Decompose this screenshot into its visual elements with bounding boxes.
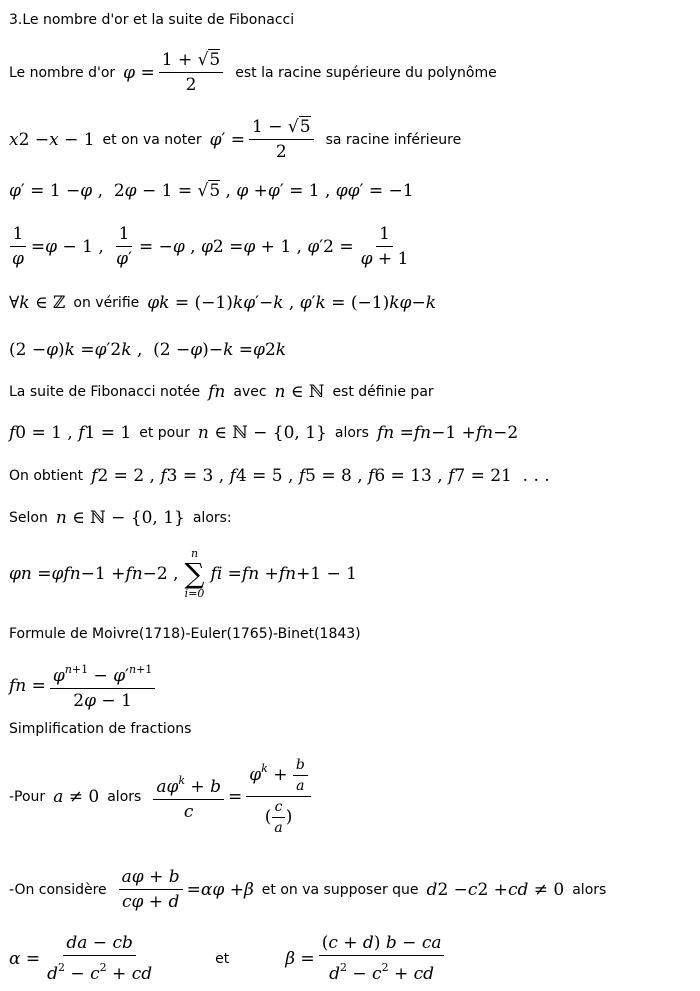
selon-label: Selon bbox=[9, 510, 48, 526]
phi-fraction: $\frac{1 + √5}{2}$ bbox=[159, 50, 224, 95]
fibo-intro-prefix: La suite de Fibonacci notée bbox=[9, 384, 201, 400]
fibo-def-mid: et pour bbox=[139, 425, 190, 441]
power-sum-line: φ n = φf n−1 + f n−2 , n ∑ i=0 f i = f n + f n+1 − 1 bbox=[9, 547, 357, 600]
summation: n ∑ i=0 bbox=[184, 547, 205, 600]
pour-line: -Pour a ≠ 0 alors $\frac{a\varphi^k + b}{c}$ = $\varphi^k$ + $\frac{b}{a}$ ( $\frac{c}{a}$ ) bbox=[9, 757, 315, 836]
selon-line: Selon n ∈ ℕ − {0, 1} alors: bbox=[9, 508, 232, 528]
section-title: 3.Le nombre d'or et la suite de Fibonacci bbox=[9, 12, 295, 28]
golden-suffix: est la racine supérieure du polynôme bbox=[235, 64, 497, 81]
consider-then: alors bbox=[572, 881, 607, 898]
obtain-label: On obtient bbox=[9, 468, 84, 484]
fibo-def-then: alors bbox=[334, 425, 369, 441]
alpha-beta-line: α = $\frac{da - cb}{d^2 - c^2 + cd}$ et β = $\frac{(c + d) b - ca}{d^2 - c^2 + cd}$ bbox=[9, 933, 448, 984]
moivre-heading: Formule de Moivre(1718)-Euler(1765)-Binet(1843) bbox=[9, 626, 361, 642]
phi-prime-fraction: $\frac{1 - √5}{2}$ bbox=[249, 117, 314, 162]
poly-suffix: sa racine inférieure bbox=[325, 131, 462, 148]
consider-prefix: -On considère bbox=[9, 881, 107, 898]
et-label: et bbox=[215, 950, 230, 967]
fibonacci-definition-line: f 0 = 1 , f 1 = 1 et pour n ∈ ℕ − {0, 1} alors f n = f n−1 + f n−2 bbox=[9, 423, 519, 443]
golden-prefix: Le nombre d'or bbox=[9, 64, 116, 81]
consider-mid: et on va supposer que bbox=[261, 881, 419, 898]
identity-line-2: $\frac{1}{\varphi}$ = φ − 1 , $\frac{1}{\varphi'}$ = − φ , φ 2 = φ + 1 , φ ′ 2 = $\frac{1}{\varphi + 1}$ bbox=[9, 224, 415, 269]
fibonacci-values-line: On obtient f 2 = 2 , f 3 = 3 , f 4 = 5 , f 5 = 8 , f 6 = 13 , f 7 = 21 . . . bbox=[9, 466, 550, 486]
identity-line-4: (2 − φ ) k = φ ′ 2k , (2 − φ ) −k = φ 2k bbox=[9, 340, 287, 360]
consider-line: -On considère $\frac{a\varphi + b}{c\varphi + d}$ = αφ + β et on va supposer que d 2 − c 2 + cd ≠ 0 alors bbox=[9, 867, 607, 912]
simplification-heading: Simplification de fractions bbox=[9, 721, 192, 737]
poly-mid: et on va noter bbox=[102, 131, 202, 148]
fibo-intro-suffix: est définie par bbox=[332, 384, 434, 400]
binet-formula: f n = $\frac{\varphi^{n+1} - \varphi'^{n+1}}{2\varphi - 1}$ bbox=[9, 660, 159, 711]
golden-ratio-line: Le nombre d'or φ = $\frac{1 + √5}{2}$ est la racine supérieure du polynôme bbox=[9, 50, 497, 95]
selon-then: alors: bbox=[192, 510, 232, 526]
pour-then: alors bbox=[107, 788, 142, 805]
fibonacci-intro-line: La suite de Fibonacci notée f n avec n ∈ ℕ est définie par bbox=[9, 382, 434, 402]
identity-line-3: ∀ k ∈ ℤ on vérifie φ k = (−1) k φ ′ −k , φ ′ k = (−1) k φ −k bbox=[9, 293, 437, 313]
pour-prefix: -Pour bbox=[9, 788, 46, 805]
verify-label: on vérifie bbox=[73, 295, 140, 311]
polynomial-line: x 2 − x − 1 et on va noter φ ′ = $\frac{1 - √5}{2}$ sa racine inférieure bbox=[9, 117, 462, 162]
fibo-intro-mid: avec bbox=[233, 384, 267, 400]
identity-line-1: φ ′ = 1 − φ , 2 φ − 1 = √5 , φ + φ ′ = 1 , φφ ′ = −1 bbox=[9, 181, 414, 201]
